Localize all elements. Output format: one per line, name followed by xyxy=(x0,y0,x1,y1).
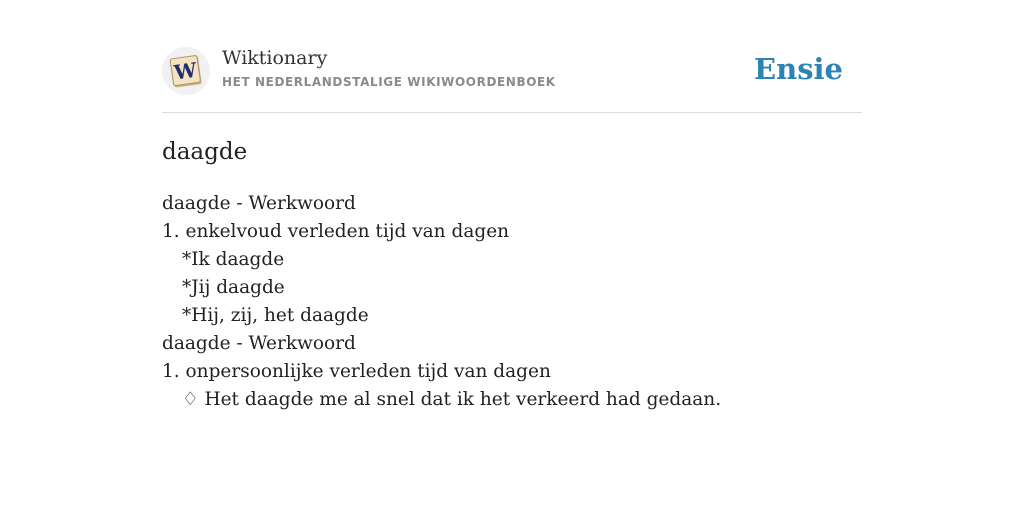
sense-definition: 1. onpersoonlijke verleden tijd van dagen xyxy=(162,361,551,382)
definition-content xyxy=(162,190,862,414)
ensie-link[interactable]: Ensie xyxy=(754,52,843,86)
site-title[interactable]: Wiktionary xyxy=(222,47,328,69)
entry-heading: daagde - Werkwoord xyxy=(162,333,356,354)
wiktionary-logo-icon[interactable] xyxy=(162,47,210,95)
site-header xyxy=(162,45,862,113)
example-sentence: *Hij, zij, het daagde xyxy=(182,305,369,326)
entry-heading: daagde - Werkwoord xyxy=(162,193,356,214)
page-title: daagde xyxy=(162,139,248,165)
site-subtitle: HET NEDERLANDSTALIGE WIKIWOORDENBOEK xyxy=(222,75,556,89)
example-sentence: *Jij daagde xyxy=(182,277,285,298)
entry xyxy=(162,330,862,414)
entry xyxy=(162,190,862,330)
example-sentence: ♢ Het daagde me al snel dat ik het verkeerd had gedaan. xyxy=(182,389,722,410)
svg-text:W: W xyxy=(172,57,199,85)
sense-definition: 1. enkelvoud verleden tijd van dagen xyxy=(162,221,510,242)
example-sentence: *Ik daagde xyxy=(182,249,285,270)
